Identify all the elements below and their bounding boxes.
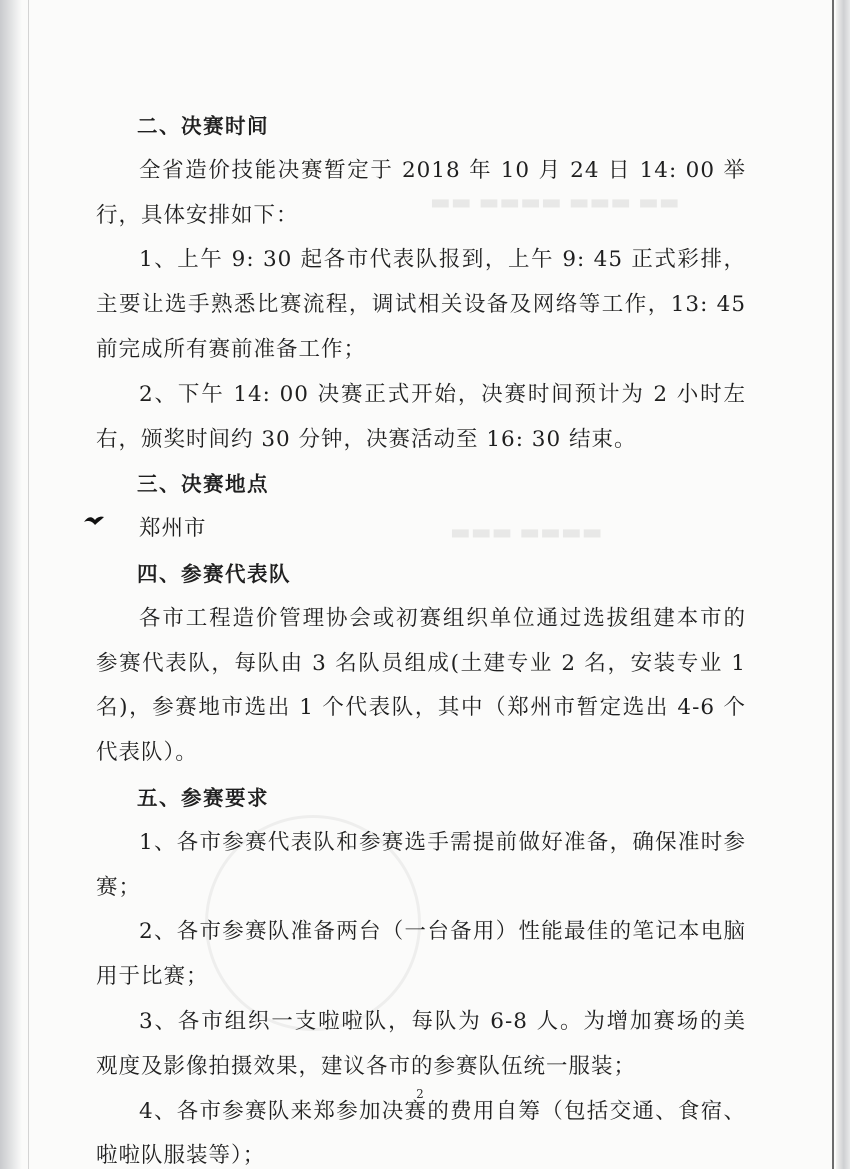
bleed-through-text: ▬▬ ▬▬▬ ▬▬▬▬ ▬▬ bbox=[430, 190, 680, 215]
fold-line bbox=[28, 0, 29, 1169]
page-number: 2 bbox=[416, 1087, 424, 1101]
section-heading: 三、决赛地点 bbox=[137, 472, 269, 497]
body-paragraph: 4、各市参赛队来郑参加决赛的费用自筹（包括交通、食宿、啦啦队服装等）； bbox=[96, 1098, 746, 1169]
body-paragraph: 1、各市参赛代表队和参赛选手需提前做好准备，确保准时参赛； bbox=[96, 829, 746, 900]
section-heading: 二、决赛时间 bbox=[137, 114, 269, 138]
document-body bbox=[96, 104, 746, 1169]
bleed-through-text: ▬▬▬▬ ▬▬▬ bbox=[450, 520, 603, 545]
body-paragraph: 1、上午 9: 30 起各市代表队报到，上午 9: 45 正式彩排，主要让选手熟悉比赛流程，调试相关设备及网络等工作，13: 45 前完成所有赛前准备工作； bbox=[96, 247, 746, 362]
body-paragraph: 3、各市组织一支啦啦队，每队为 6-8 人。为增加赛场的美观度及影像拍摄效果，建议各市的参赛队伍统一服装； bbox=[96, 1008, 746, 1079]
section-heading: 五、参赛要求 bbox=[137, 785, 269, 810]
body-paragraph: 2、下午 14: 00 决赛正式开始，决赛时间预计为 2 小时左右，颁奖时间约 30 分钟，决赛活动至 16: 30 结束。 bbox=[96, 381, 746, 452]
binding-shadow bbox=[0, 0, 22, 1169]
section-heading: 四、参赛代表队 bbox=[137, 561, 291, 586]
body-paragraph: 郑州市 bbox=[139, 516, 207, 542]
page-edge-line bbox=[832, 0, 834, 1169]
body-paragraph: 各市工程造价管理协会或初赛组织单位通过选拔组建本市的参赛代表队，每队由 3 名队员组成(土建专业 2 名，安装专业 1 名)，参赛地市选出 1 个代表队，其中（郑州市暂定选出 4-6 个代表队）。 bbox=[96, 605, 746, 766]
body-paragraph: 2、各市参赛队准备两台（一台备用）性能最佳的笔记本电脑用于比赛； bbox=[96, 919, 746, 990]
page-right-margin bbox=[836, 0, 850, 1169]
body-paragraph: 全省造价技能决赛暂定于 2018 年 10 月 24 日 14: 00 举行，具体安排如下： bbox=[96, 157, 746, 228]
